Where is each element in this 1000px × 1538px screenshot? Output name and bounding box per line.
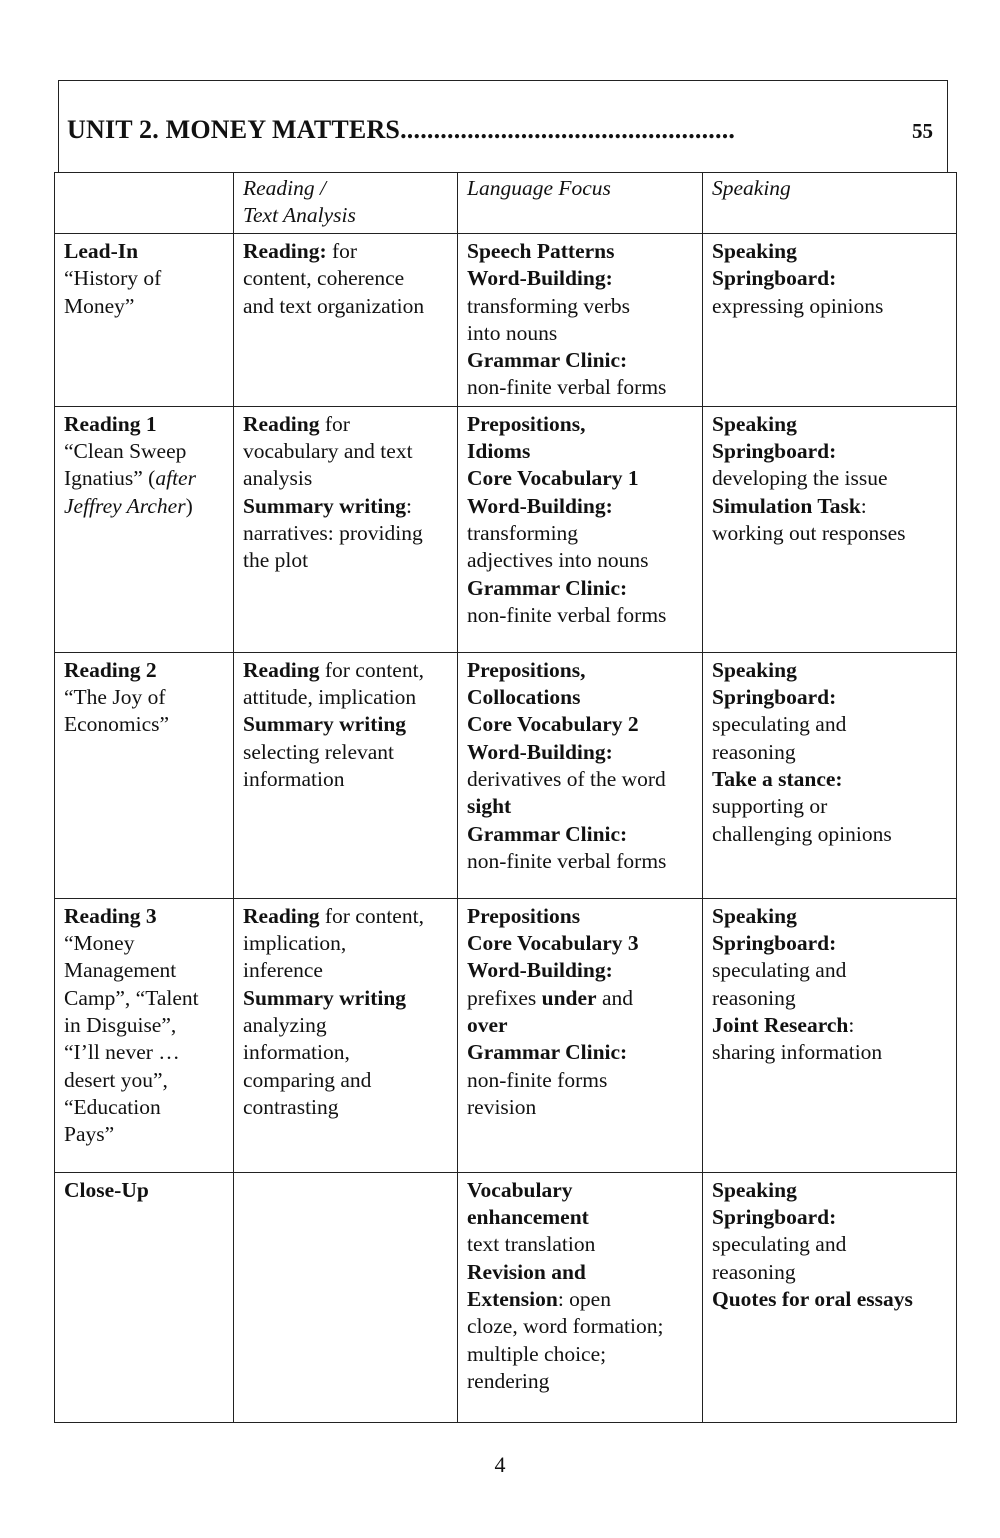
header-reading: Reading / Text Analysis — [234, 173, 458, 234]
close-up-speaking-cell: Speaking Springboard: speculating and reasoning Quotes for oral essays — [703, 1172, 957, 1422]
unit-title-box — [58, 80, 948, 172]
lead-in-reading-cell: Reading: for content, coherence and text organization — [234, 234, 458, 407]
unit-title-leader-dots: .................................................. — [400, 115, 736, 144]
unit-page-number: 55 — [912, 119, 933, 143]
header-section — [55, 173, 234, 234]
reading-2-reading-cell: Reading for content, attitude, implication Summary writing selecting relevant information — [234, 652, 458, 898]
reading-1-speaking-cell: Speaking Springboard: developing the issue Simulation Task: working out responses — [703, 406, 957, 652]
lead-in-section-cell: Lead-In “History of Money” — [55, 234, 234, 407]
close-up-reading-cell — [234, 1172, 458, 1422]
header-speaking: Speaking — [703, 173, 957, 234]
table-row-lead-in — [55, 234, 957, 407]
table-row-reading-2 — [55, 652, 957, 898]
reading-2-language-cell: Prepositions, Collocations Core Vocabulary 2 Word-Building: derivatives of the word sight Grammar Clinic: non-finite verbal forms — [458, 652, 703, 898]
reading-3-section-cell: Reading 3 “Money Management Camp”, “Talent in Disguise”, “I’ll never … desert you”, “Education Pays” — [55, 898, 234, 1172]
reading-1-reading-cell: Reading for vocabulary and text analysis Summary writing: narratives: providing the plot — [234, 406, 458, 652]
reading-2-speaking-cell: Speaking Springboard: speculating and reasoning Take a stance: supporting or challenging opinions — [703, 652, 957, 898]
table-row-reading-1 — [55, 406, 957, 652]
reading-1-section-cell: Reading 1 “Clean Sweep Ignatius” (after Jeffrey Archer) — [55, 406, 234, 652]
table-row-close-up — [55, 1172, 957, 1422]
reading-3-language-cell: Prepositions Core Vocabulary 3 Word-Building: prefixes under and over Grammar Clinic: non-finite forms revision — [458, 898, 703, 1172]
table-row-reading-3 — [55, 898, 957, 1172]
lead-in-language-cell: Speech Patterns Word-Building: transforming verbs into nouns Grammar Clinic: non-finite verbal forms — [458, 234, 703, 407]
reading-3-speaking-cell: Speaking Springboard: speculating and reasoning Joint Research: sharing information — [703, 898, 957, 1172]
lead-in-speaking-cell: Speaking Springboard: expressing opinions — [703, 234, 957, 407]
reading-1-language-cell: Prepositions, Idioms Core Vocabulary 1 Word-Building: transforming adjectives into nouns Grammar Clinic: non-finite verbal forms — [458, 406, 703, 652]
close-up-language-cell: Vocabulary enhancement text translation Revision and Extension: open cloze, word formation; multiple choice; rendering — [458, 1172, 703, 1422]
page-number: 4 — [494, 1452, 506, 1477]
reading-3-reading-cell: Reading for content, implication, inference Summary writing analyzing information, comparing and contrasting — [234, 898, 458, 1172]
header-language-focus: Language Focus — [458, 173, 703, 234]
unit-title-text: UNIT 2. MONEY MATTERS — [67, 115, 401, 144]
table-header-row — [55, 173, 957, 234]
reading-2-section-cell: Reading 2 “The Joy of Economics” — [55, 652, 234, 898]
contents-table — [54, 172, 957, 1423]
close-up-section-cell: Close-Up — [55, 1172, 234, 1422]
unit-title — [67, 115, 735, 145]
